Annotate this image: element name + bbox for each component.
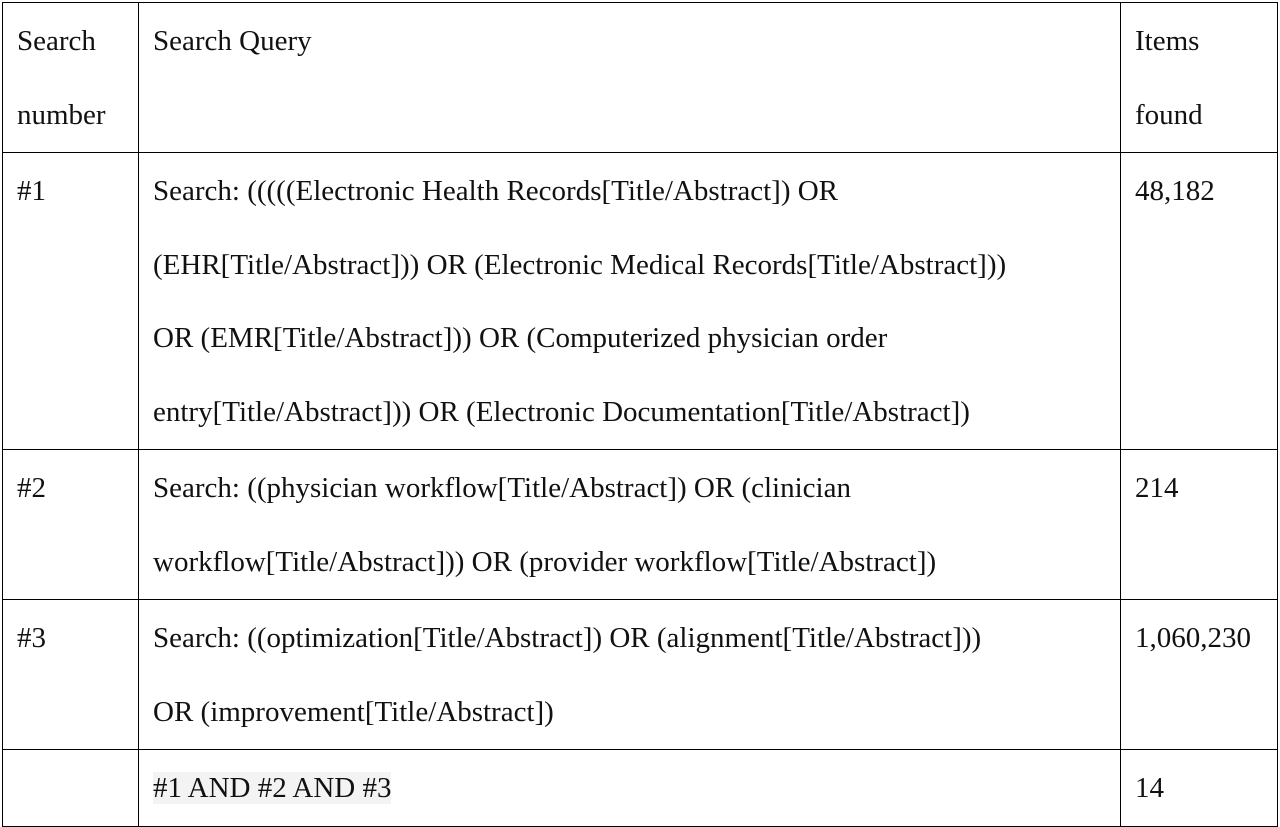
combined-query-text: #1 AND #2 AND #3 [153,772,392,804]
combined-query [153,752,1120,826]
header-search-number-line-2: number [17,98,106,131]
query-line: entry[Title/Abstract])) OR (Electronic Documentation[Title/Abstract]) [153,395,970,428]
header-items-found-line-2: found [1135,98,1203,131]
table-row [3,153,1278,450]
search-query-cell [139,450,1121,600]
table-row [3,600,1278,750]
query-line: OR (EMR[Title/Abstract])) OR (Computerized physician order [153,322,888,354]
query-line: Search: ((physician workflow[Title/Abstract]) OR (clinician [153,472,851,504]
search-number: #1 [17,175,46,207]
header-search-number [3,3,139,153]
query-line: Search: ((optimization[Title/Abstract]) OR (alignment[Title/Abstract])) [153,622,982,654]
query-line: (EHR[Title/Abstract])) OR (Electronic Medical Records[Title/Abstract])) [153,248,1007,281]
search-number-cell [3,450,139,600]
items-found: 48,182 [1135,175,1215,207]
query-line: OR (improvement[Title/Abstract]) [153,695,554,728]
items-found: 1,060,230 [1135,622,1251,654]
table-row [3,450,1278,600]
items-found: 14 [1135,772,1164,804]
header-items-found [1121,3,1278,153]
search-query-cell [139,153,1121,450]
header-search-number-line-1: Search [17,25,96,57]
items-found-cell [1121,600,1278,750]
query-line: workflow[Title/Abstract])) OR (provider workflow[Title/Abstract]) [153,545,937,578]
search-strategy-table [2,2,1278,827]
items-found-cell [1121,153,1278,450]
items-found: 214 [1135,472,1179,504]
items-found-cell [1121,450,1278,600]
header-search-query [139,3,1121,153]
search-number-cell [3,153,139,450]
search-number-cell [3,600,139,750]
header-search-query-label: Search Query [153,25,312,57]
search-number: #2 [17,472,46,504]
search-query-cell [139,600,1121,750]
header-items-found-line-1: Items [1135,25,1200,57]
query-line: Search: (((((Electronic Health Records[Title/Abstract]) OR [153,175,839,207]
header-row [3,3,1278,153]
search-number: #3 [17,622,46,654]
